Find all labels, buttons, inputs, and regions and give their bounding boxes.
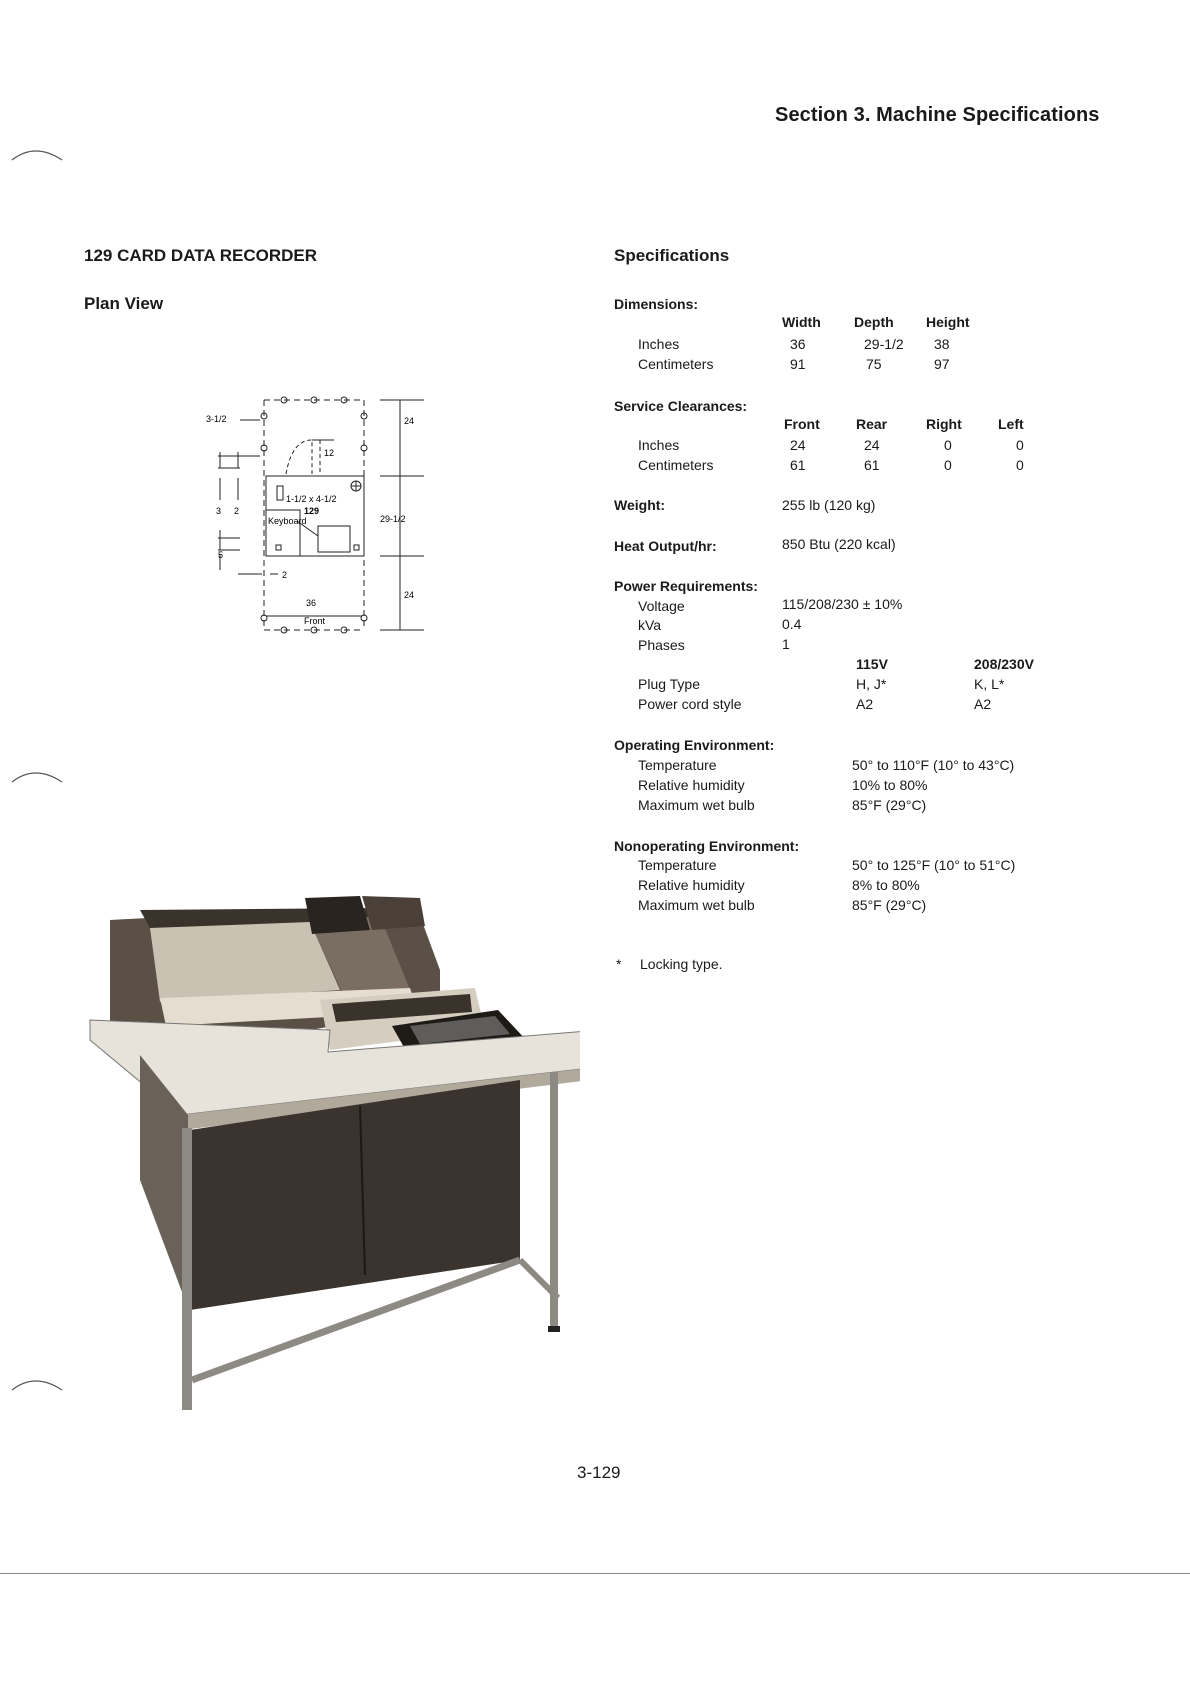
dim-24-bottom-label: 24	[404, 590, 415, 600]
plug-type-208: K, L*	[974, 676, 1005, 692]
model-label: 129	[304, 506, 320, 516]
left-header: Left	[998, 416, 1024, 432]
cord-style-208: A2	[974, 696, 992, 712]
dim-36-label: 36	[306, 598, 317, 608]
dim-cm-label: Centimeters	[638, 356, 714, 372]
clear-cm-rear: 61	[864, 457, 880, 473]
col-208-230v-header: 208/230V	[974, 656, 1034, 672]
clear-inches-left: 0	[1016, 437, 1024, 453]
cord-style-115: A2	[856, 696, 874, 712]
clear-cm-label: Centimeters	[638, 457, 714, 473]
dim-29-1-2-label: 29-1/2	[380, 514, 406, 524]
weight-label: Weight:	[614, 497, 666, 513]
clear-cm-left: 0	[1016, 457, 1024, 473]
op-rh-value: 10% to 80%	[852, 777, 928, 793]
nonop-temp-label: Temperature	[638, 857, 717, 873]
weight-value: 255 lb (120 kg)	[782, 497, 876, 513]
nonop-rh-value: 8% to 80%	[852, 877, 920, 893]
rear-header: Rear	[856, 416, 888, 432]
width-header: Width	[782, 314, 821, 330]
heat-label: Heat Output/hr:	[614, 538, 717, 554]
front-header: Front	[784, 416, 820, 432]
dim-inches-height: 38	[934, 336, 950, 352]
dim-cm-height: 97	[934, 356, 950, 372]
clear-inches-label: Inches	[638, 437, 680, 453]
phases-value: 1	[782, 636, 790, 652]
dim-12-label: 12	[324, 448, 335, 458]
dim-3-label: 3	[216, 506, 222, 516]
clear-cm-front: 61	[790, 457, 806, 473]
card-data-recorder-photo	[80, 880, 580, 1410]
specifications-title: Specifications	[614, 246, 730, 265]
plug-type-label: Plug Type	[638, 676, 701, 692]
clear-inches-rear: 24	[864, 437, 880, 453]
cord-style-label: Power cord style	[638, 696, 742, 712]
nonop-rh-label: Relative humidity	[638, 877, 745, 893]
nonop-temp-value: 50° to 125°F (10° to 51°C)	[852, 857, 1016, 873]
clear-inches-front: 24	[790, 437, 806, 453]
dim-cm-width: 91	[790, 356, 806, 372]
binder-hole-mark	[10, 1368, 70, 1398]
operating-env-label: Operating Environment:	[614, 737, 775, 753]
voltage-value: 115/208/230 ± 10%	[782, 596, 903, 612]
footer-rule	[0, 1573, 1190, 1574]
dim-cm-depth: 75	[866, 356, 882, 372]
keyboard-label: Keyboard	[268, 516, 307, 526]
binder-hole-mark	[10, 138, 70, 168]
dim-24-top-label: 24	[404, 416, 415, 426]
clear-inches-right: 0	[944, 437, 952, 453]
clearances-label: Service Clearances:	[614, 398, 748, 414]
binder-hole-mark	[10, 760, 70, 790]
heat-value: 850 Btu (220 kcal)	[782, 536, 896, 552]
dim-inches-width: 36	[790, 336, 806, 352]
dim-5-label: 5	[218, 550, 224, 560]
power-label: Power Requirements:	[614, 578, 758, 594]
plan-view-title: Plan View	[84, 294, 164, 313]
nonop-wetbulb-label: Maximum wet bulb	[638, 897, 755, 913]
op-temp-label: Temperature	[638, 757, 717, 773]
dim-2-left-label: 2	[234, 506, 240, 516]
nonop-wetbulb-value: 85°F (29°C)	[852, 897, 927, 913]
footnote-mark: *	[616, 956, 622, 972]
dimensions-label: Dimensions:	[614, 296, 699, 312]
op-temp-value: 50° to 110°F (10° to 43°C)	[852, 757, 1015, 773]
kva-label: kVa	[638, 617, 662, 633]
front-label: Front	[304, 616, 326, 626]
voltage-label: Voltage	[638, 598, 685, 614]
dim-inches-label: Inches	[638, 336, 680, 352]
op-rh-label: Relative humidity	[638, 777, 745, 793]
right-header: Right	[926, 416, 962, 432]
dim-3-1-2-label: 3-1/2	[206, 414, 227, 424]
clear-cm-right: 0	[944, 457, 952, 473]
phases-label: Phases	[638, 637, 685, 653]
op-wetbulb-value: 85°F (29°C)	[852, 797, 927, 813]
col-115v-header: 115V	[856, 656, 888, 672]
nonoperating-env-label: Nonoperating Environment:	[614, 838, 800, 854]
height-header: Height	[926, 314, 970, 330]
page-number: 3-129	[577, 1463, 621, 1482]
machine-title: 129 CARD DATA RECORDER	[84, 246, 317, 265]
dim-2-bottom-label: 2	[282, 570, 288, 580]
plug-type-115: H, J*	[856, 676, 887, 692]
depth-header: Depth	[854, 314, 894, 330]
plan-view-diagram	[200, 390, 440, 650]
kva-value: 0.4	[782, 616, 802, 632]
card-size-label: 1-1/2 x 4-1/2	[286, 494, 337, 504]
footnote-text: Locking type.	[640, 956, 723, 972]
op-wetbulb-label: Maximum wet bulb	[638, 797, 755, 813]
dim-inches-depth: 29-1/2	[864, 336, 904, 352]
section-title: Section 3. Machine Specifications	[775, 104, 1100, 126]
